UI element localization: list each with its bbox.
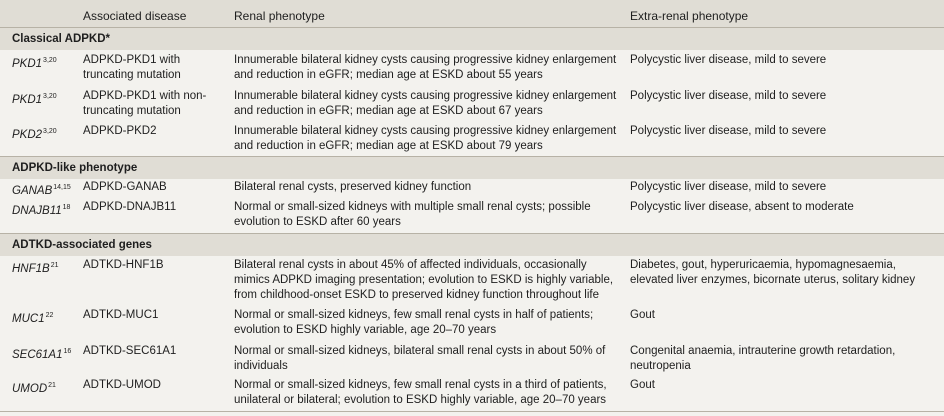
gene-cell: $SEC61A1^{16}$	[12, 348, 72, 361]
renal-cell: Innumerable bilateral kidney cysts causing progressive kidney enlargement and reduction in eGFR; median age at ESKD about 55 years	[234, 54, 617, 81]
renal-cell: Normal or small-sized kidneys, few small renal cysts in a third of patients, unilateral or bilateral; evolution to ESKD highly variable, age 20–70 years	[234, 379, 607, 406]
section-title: ADTKD-associated genes	[12, 239, 152, 251]
section-title: ADPKD-like phenotype	[12, 162, 138, 174]
gene-cell: PKD2$^{3,20}$	[12, 128, 57, 141]
disease-cell: ADPKD-GANAB	[83, 181, 167, 193]
disease-cell: ADPKD-PKD2	[83, 125, 157, 137]
renal-cell: Normal or small-sized kidneys, few small renal cysts in half of patients; evolution to ESKD highly variable, age 20–70 years	[234, 309, 594, 336]
gene-cell: $HNF1B^{21}$	[12, 262, 59, 275]
disease-cell: ADPKD-DNAJB11	[83, 201, 177, 213]
gene-cell: PKD1$^{3,20}$	[12, 57, 57, 70]
gene-cell: UMOD$^{21}$	[12, 382, 56, 395]
gene-cell: GANAB$^{14,15}$	[12, 184, 71, 197]
disease-cell: ADTKD-SEC61A1	[83, 345, 177, 357]
section-adtkd-genes	[0, 233, 944, 256]
disease-cell: ADPKD-PKD1 with non-truncating mutation	[83, 90, 207, 117]
renal-cell: Normal or small-sized kidneys, bilateral small renal cysts in about 50% of individuals	[234, 345, 606, 372]
renal-cell: Bilateral renal cysts, preserved kidney function	[234, 181, 472, 193]
table-bottom-rule	[0, 411, 944, 412]
section-title: Classical ADPKD*	[12, 33, 111, 45]
renal-cell: Normal or small-sized kidneys with multiple small renal cysts; possible evolution to ESKD after 60 years	[234, 201, 591, 228]
table-header	[0, 0, 944, 27]
disease-cell: ADTKD-MUC1	[83, 309, 159, 321]
section-classical-adpkd	[0, 27, 944, 50]
disease-cell: ADTKD-UMOD	[83, 379, 161, 391]
renal-cell: Innumerable bilateral kidney cysts causing progressive kidney enlargement and reduction in eGFR; median age at ESKD about 79 years	[234, 125, 617, 152]
extra-renal-cell: Diabetes, gout, hyperuricaemia, hypomagnesaemia, elevated liver enzymes, bicornate uterus, solitary kidney	[630, 259, 916, 286]
extra-renal-cell: Gout	[630, 379, 655, 391]
extra-renal-cell: Congenital anaemia, intrauterine growth retardation, neutropenia	[630, 345, 896, 372]
header-renal-phenotype: Renal phenotype	[234, 9, 325, 23]
extra-renal-cell: Polycystic liver disease, mild to severe	[630, 90, 827, 102]
extra-renal-cell: Polycystic liver disease, absent to moderate	[630, 201, 854, 213]
section-adpkd-like	[0, 156, 944, 179]
renal-cell: Innumerable bilateral kidney cysts causing progressive kidney enlargement and reduction in eGFR; median age at ESKD about 67 years	[234, 90, 617, 117]
header-associated-disease: Associated disease	[83, 9, 187, 23]
extra-renal-cell: Polycystic liver disease, mild to severe	[630, 54, 827, 66]
gene-cell: $DNAJB11^{18}$	[12, 204, 71, 217]
renal-cell: Bilateral renal cysts in about 45% of affected individuals, occasionally mimics ADPKD imaging presentation; evolution to ESKD is highly variable, from childhood-onset ESKD to preserved kidney function throughout life	[234, 259, 614, 301]
gene-cell: PKD1$^{3,20}$	[12, 93, 57, 106]
header-extra-renal-phenotype: Extra-renal phenotype	[630, 9, 749, 23]
disease-cell: ADPKD-PKD1 with truncating mutation	[83, 54, 181, 81]
extra-renal-cell: Gout	[630, 309, 655, 321]
extra-renal-cell: Polycystic liver disease, mild to severe	[630, 181, 827, 193]
disease-cell: ADTKD-HNF1B	[83, 259, 164, 271]
gene-cell: $MUC1^{22}$	[12, 312, 54, 325]
extra-renal-cell: Polycystic liver disease, mild to severe	[630, 125, 827, 137]
